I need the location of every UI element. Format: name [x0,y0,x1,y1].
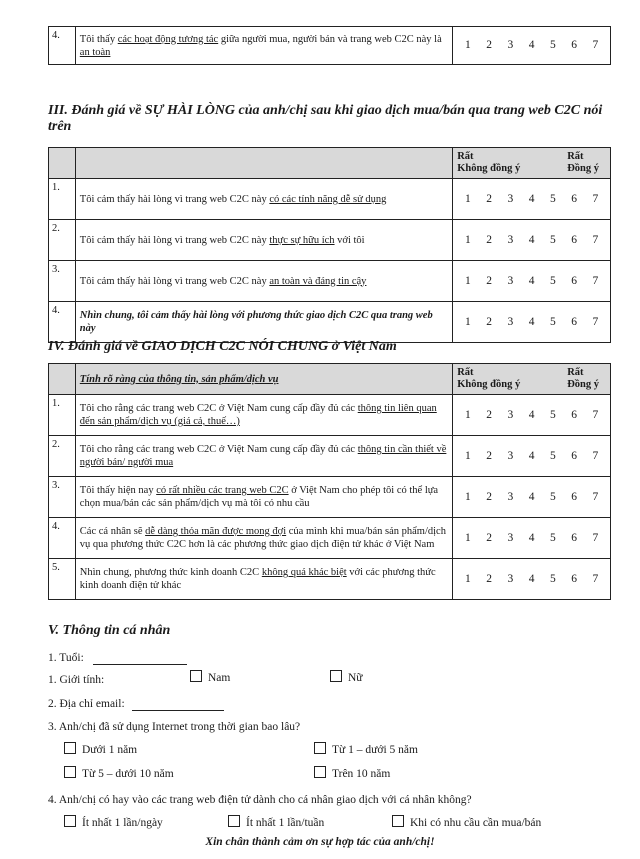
email-label: 2. Địa chỉ email: [48,698,125,710]
internet-option-1-label: Dưới 1 năm [82,744,138,756]
question-number: 4. [49,302,76,343]
rating-option-2[interactable]: 2 [486,490,492,503]
internet-option-2[interactable] [314,742,418,757]
question-text-part: với tôi [334,234,365,246]
rating-option-6[interactable]: 6 [571,39,577,51]
rating-scale [453,436,611,477]
email-input[interactable] [132,698,224,711]
rating-option-4[interactable]: 4 [528,315,535,328]
frequency-option-3[interactable] [392,815,541,830]
question-number: 4. [49,518,76,559]
question-number: 3. [49,261,76,302]
question-text-part: có rất nhiều các trang web C2C [156,485,289,496]
scale-left-top: Rất [457,151,474,162]
question-text-part: Tôi cảm thấy hài lòng vì trang web C2C này [79,234,270,246]
c2c-general-table [48,363,611,600]
rating-scale [453,302,611,343]
question-row [49,477,611,518]
rating-scale [453,395,611,436]
internet-option-3[interactable] [64,766,174,781]
question-text-part: có các tính năng dễ sử dụng [269,193,387,205]
question-text-part: thực sự hữu ích [269,234,335,246]
rating-option-7[interactable]: 7 [592,490,599,503]
rating-option-7[interactable]: 7 [592,408,599,421]
internet-option-2-checkbox[interactable] [314,742,326,754]
rating-option-4[interactable]: 4 [528,192,535,205]
rating-option-4[interactable]: 4 [528,233,535,246]
question-text-part: Tôi cho rằng các trang web C2C ở Việt Nam cung cấp đầy đủ các [79,444,358,455]
rating-option-6[interactable]: 6 [571,192,577,205]
rating-option-7[interactable]: 7 [592,233,599,246]
question-text-part: giữa người mua, người bán và trang web C2C này là [218,33,442,45]
rating-option-5[interactable]: 5 [549,449,556,462]
scale-left-label: Không đồng ý [457,379,521,390]
question-number: 2. [49,220,76,261]
rating-option-7[interactable]: 7 [592,449,599,462]
gender-female-option[interactable] [330,670,363,685]
question-text-part: dễ dàng thỏa mãn được mong đợi [145,526,287,537]
question-text-part: của mình khi mua/bán sản phẩm/dịch vụ qua phương thức C2C hơn là các phương thức giao dịch điện tử khác ở Việt Nam [79,526,446,550]
gender-female-checkbox[interactable] [330,670,342,682]
scale-right-top: Rất [567,151,584,162]
rating-option-3[interactable]: 3 [507,192,514,205]
gender-female-label: Nữ [348,672,363,684]
rating-option-5[interactable]: 5 [549,192,556,205]
scale-right-label: Đồng ý [567,379,600,390]
rating-option-5[interactable]: 5 [549,572,556,585]
question-text [75,518,452,559]
rating-scale [453,477,611,518]
question-number: 2. [49,436,76,477]
question-number: 5. [49,559,76,600]
rating-option-2[interactable]: 2 [486,315,492,328]
question-row [49,395,611,436]
question-text-part: Nhìn chung, phương thức kinh doanh C2C [79,567,262,578]
rating-option-7[interactable]: 7 [592,39,599,51]
rating-option-5[interactable]: 5 [549,531,556,544]
gender-label: 1. Giới tính: [48,674,105,686]
question-text-part: an toàn và đáng tin cậy [269,275,367,287]
question-text-part: Nhìn chung, tôi cảm thấy hài lòng với phương thức giao dịch C2C qua trang web này [79,310,433,334]
rating-option-1[interactable]: 1 [464,39,471,51]
rating-option-2[interactable]: 2 [486,572,492,585]
internet-option-4[interactable] [314,766,390,781]
rating-option-3[interactable]: 3 [507,572,514,585]
rating-option-1[interactable]: 1 [464,408,471,421]
rating-option-4[interactable]: 4 [528,449,535,462]
question-row [49,436,611,477]
question-text [75,179,452,220]
rating-option-4[interactable]: 4 [528,572,535,585]
section-3-title: III. Đánh giá về SỰ HÀI LÒNG của anh/chị sau khi giao dịch mua/bán qua trang web C2C nói trên [48,103,603,134]
internet-option-4-label: Trên 10 năm [332,768,391,780]
table-header-label: Tính rõ ràng của thông tin, sản phẩm/dịch vụ [79,373,279,385]
question-row [49,302,611,343]
question-text-part: Tôi thấy [79,33,118,45]
rating-option-1[interactable]: 1 [464,449,471,462]
rating-option-4[interactable]: 4 [528,274,535,287]
email-row [48,697,224,711]
rating-scale [453,518,611,559]
question-row [49,220,611,261]
scale-right-top: Rất [567,367,584,378]
rating-scale [453,179,611,220]
question-text-part: ở Việt Nam cho phép tôi có thể lựa chọn mua/bán các sản phẩm/dịch vụ mà tôi có nhu cầu [79,485,439,509]
rating-option-7[interactable]: 7 [592,315,599,328]
question-row [49,261,611,302]
scale-left-label: Không đồng ý [457,163,521,174]
rating-option-3[interactable]: 3 [507,408,514,421]
question-text-part: Tôi cảm thấy hài lòng vì trang web C2C này [79,275,270,287]
rating-scale [453,559,611,600]
gender-row [48,673,104,687]
question-row [49,518,611,559]
rating-option-5[interactable]: 5 [549,274,556,287]
rating-option-6[interactable]: 6 [571,572,577,585]
rating-option-3[interactable]: 3 [507,39,514,51]
scale-header [453,150,610,176]
rating-option-1[interactable]: 1 [464,274,471,287]
age-row [48,651,187,665]
question-number: 1. [49,395,76,436]
rating-option-7[interactable]: 7 [592,572,599,585]
frequency-option-2-label: Ít nhất 1 lần/tuần [246,817,325,829]
question-number: 4. [49,27,76,65]
rating-option-5[interactable]: 5 [549,408,556,421]
rating-option-2[interactable]: 2 [486,449,492,462]
rating-option-6[interactable]: 6 [571,233,577,246]
question-row [49,27,611,65]
rating-option-2[interactable]: 2 [486,408,492,421]
rating-scale [453,27,611,65]
rating-option-3[interactable]: 3 [507,490,514,503]
internet-usage-question: 3. Anh/chị đã sử dụng Internet trong thời gian bao lâu? [48,721,301,733]
rating-option-1[interactable]: 1 [464,490,471,503]
scale-header [453,366,610,392]
rating-option-4[interactable]: 4 [528,39,535,51]
frequency-option-3-checkbox[interactable] [392,815,404,827]
question-row [49,179,611,220]
rating-option-6[interactable]: 6 [571,408,577,421]
frequency-option-1-label: Ít nhất 1 lần/ngày [82,817,163,829]
age-label: 1. Tuổi: [48,652,84,664]
question-text-part: với các phương thức kinh doanh điện tử khác [79,567,436,591]
rating-option-6[interactable]: 6 [571,531,577,544]
rating-option-6[interactable]: 6 [571,449,577,462]
internet-option-3-label: Từ 5 – dưới 10 năm [82,768,174,780]
rating-option-6[interactable]: 6 [571,315,577,328]
question-text [75,559,452,600]
rating-option-3[interactable]: 3 [507,274,514,287]
rating-option-7[interactable]: 7 [592,274,599,287]
rating-option-5[interactable]: 5 [549,39,556,51]
rating-option-4[interactable]: 4 [528,490,535,503]
internet-option-3-checkbox[interactable] [64,766,76,778]
rating-option-7[interactable]: 7 [592,531,599,544]
rating-option-1[interactable]: 1 [464,192,471,205]
question-text-part: Các cá nhân sẽ [79,526,146,537]
question-text-part: Tôi cho rằng các trang web C2C ở Việt Nam cung cấp đầy đủ các [79,403,358,414]
question-text-part: không quá khác biệt [261,567,347,578]
question-text-part: các hoạt động tương tác [117,33,219,45]
internet-option-4-checkbox[interactable] [314,766,326,778]
rating-option-4[interactable]: 4 [528,408,535,421]
rating-option-2[interactable]: 2 [486,192,492,205]
question-text [75,220,452,261]
question-number: 3. [49,477,76,518]
frequency-option-2[interactable] [228,815,324,830]
table-header-row [49,148,611,179]
rating-option-3[interactable]: 3 [507,233,514,246]
question-text-part: an toàn [79,46,111,58]
table-header-row [49,364,611,395]
rating-option-2[interactable]: 2 [486,531,492,544]
question-text [75,261,452,302]
internet-option-2-label: Từ 1 – dưới 5 năm [332,744,418,756]
rating-option-2[interactable]: 2 [486,39,492,51]
frequency-option-1[interactable] [64,815,163,830]
rating-option-5[interactable]: 5 [549,315,556,328]
satisfaction-table [48,147,611,343]
scale-right-label: Đồng ý [567,163,600,174]
gender-male-label: Nam [208,672,231,684]
rating-option-2[interactable]: 2 [486,274,492,287]
rating-option-3[interactable]: 3 [507,315,514,328]
question-text [75,302,452,343]
question-text [75,436,452,477]
rating-option-7[interactable]: 7 [592,192,599,205]
age-input[interactable] [93,652,187,665]
section-5-title: V. Thông tin cá nhân [48,623,171,638]
question-text-part: thông tin liên quan đến sản phẩm/dịch vụ (giá cả, thuế…) [79,403,437,427]
c2c-frequency-question: 4. Anh/chị có hay vào các trang web điện tử dành cho cá nhân giao dịch với cá nhân không? [48,794,472,806]
rating-option-5[interactable]: 5 [549,233,556,246]
internet-option-1-checkbox[interactable] [64,742,76,754]
gender-male-option[interactable] [190,670,230,685]
thank-you-note: Xin chân thành cảm ơn sự hợp tác của anh/chị! [205,836,435,848]
rating-option-6[interactable]: 6 [571,274,577,287]
rating-option-1[interactable]: 1 [464,233,471,246]
internet-option-1[interactable] [64,742,137,757]
frequency-option-2-checkbox[interactable] [228,815,240,827]
rating-option-3[interactable]: 3 [507,449,514,462]
rating-option-1[interactable]: 1 [464,531,471,544]
top-question-table [48,26,611,65]
scale-left-top: Rất [457,367,474,378]
rating-option-6[interactable]: 6 [571,490,577,503]
rating-option-1[interactable]: 1 [464,572,471,585]
question-row [49,559,611,600]
rating-option-1[interactable]: 1 [464,315,471,328]
question-text [75,477,452,518]
question-text-part: Tôi cảm thấy hài lòng vì trang web C2C này [79,193,270,205]
question-text-part: thông tin cần thiết về người bán/ người mua [79,444,447,468]
question-text [75,395,452,436]
rating-scale [453,261,611,302]
rating-option-5[interactable]: 5 [549,490,556,503]
question-number: 1. [49,179,76,220]
rating-option-3[interactable]: 3 [507,531,514,544]
section-4-title: IV. Đánh giá về GIAO DỊCH C2C NÓI CHUNG ở Việt Nam [48,339,397,354]
rating-scale [453,220,611,261]
gender-male-checkbox[interactable] [190,670,202,682]
frequency-option-3-label: Khi có nhu cầu cần mua/bán [410,817,542,829]
question-text-part: Tôi thấy hiện nay [79,485,157,496]
rating-option-4[interactable]: 4 [528,531,535,544]
frequency-option-1-checkbox[interactable] [64,815,76,827]
rating-option-2[interactable]: 2 [486,233,492,246]
question-text [75,27,452,65]
